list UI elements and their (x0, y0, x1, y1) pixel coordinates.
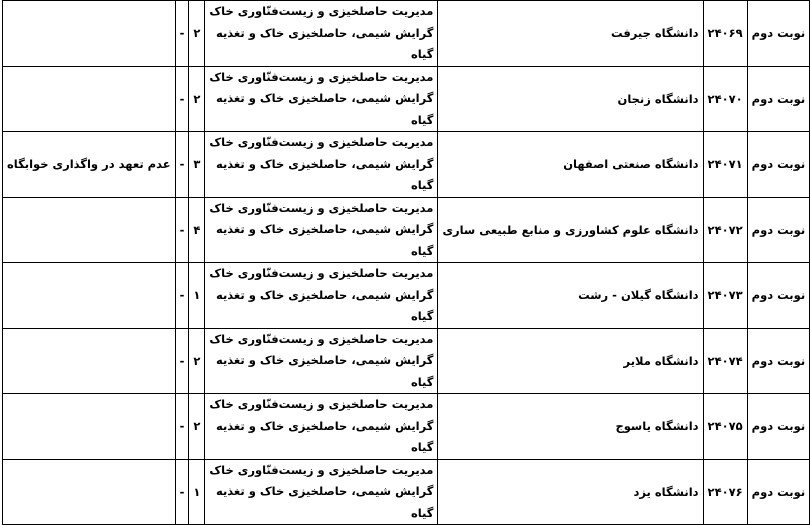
shift-cell: نوبت دوم (747, 132, 810, 198)
dash-cell: - (175, 394, 189, 460)
field-line: گرایش شیمی، حاصلخیزی خاک و تغذیه (215, 156, 434, 171)
dash-cell: - (175, 328, 189, 394)
university-cell: دانشگاه ملایر (438, 328, 703, 394)
field-line: مدیریت حاصلخیزی و زیست‌فنّاوری خاک (209, 200, 434, 215)
shift-cell: نوبت دوم (747, 394, 810, 460)
capacity-cell: ۴ (189, 197, 205, 263)
table-row (3, 328, 810, 394)
university-cell: دانشگاه صنعتی اصفهان (438, 132, 703, 198)
university-cell: دانشگاه یاسوج (438, 394, 703, 460)
note-cell (3, 328, 176, 394)
table-row (3, 1, 810, 67)
code-cell: ۲۴۰۷۵ (703, 394, 747, 460)
field-line: گرایش شیمی، حاصلخیزی خاک و تغذیه (215, 222, 434, 236)
code-cell: ۲۴۰۷۲ (703, 197, 747, 263)
field-line: مدیریت حاصلخیزی و زیست‌فنّاوری خاک (209, 135, 434, 149)
field-cell (205, 459, 438, 525)
capacity-cell: ۱ (189, 263, 205, 329)
field-line: گیاه (410, 309, 434, 323)
table-row (3, 66, 810, 132)
field-line: گیاه (410, 440, 434, 454)
note-cell (3, 1, 176, 67)
shift-cell: نوبت دوم (747, 1, 810, 67)
note-cell (3, 197, 176, 263)
field-line: مدیریت حاصلخیزی و زیست‌فنّاوری خاک (209, 69, 434, 84)
field-line: مدیریت حاصلخیزی و زیست‌فنّاوری خاک (209, 462, 434, 477)
code-cell: ۲۴۰۷۴ (703, 328, 747, 394)
shift-cell: نوبت دوم (747, 459, 810, 525)
field-line: گیاه (410, 505, 434, 520)
code-cell: ۲۴۰۷۶ (703, 459, 747, 525)
field-line: مدیریت حاصلخیزی و زیست‌فنّاوری خاک (209, 331, 434, 346)
note-cell: عدم تعهد در واگذاری خوابگاه (3, 132, 176, 198)
capacity-cell: ۲ (189, 1, 205, 67)
table-row (3, 263, 810, 329)
capacity-cell: ۳ (189, 132, 205, 198)
note-cell (3, 394, 176, 460)
field-line: گیاه (410, 374, 434, 389)
field-line: مدیریت حاصلخیزی و زیست‌فنّاوری خاک (209, 397, 434, 411)
table-row (3, 459, 810, 525)
field-line: گیاه (410, 112, 434, 127)
field-line: گرایش شیمی، حاصلخیزی خاک و تغذیه (215, 418, 434, 433)
capacity-cell: ۲ (189, 394, 205, 460)
table-row (3, 394, 810, 460)
dash-cell: - (175, 66, 189, 132)
field-line: گرایش شیمی، حاصلخیزی خاک و تغذیه (215, 287, 434, 302)
university-cell: دانشگاه علوم کشاورزی و منابع طبیعی ساری (438, 197, 703, 263)
capacity-cell: ۱ (189, 459, 205, 525)
shift-cell: نوبت دوم (747, 328, 810, 394)
university-cell: دانشگاه یزد (438, 459, 703, 525)
field-line: گرایش شیمی، حاصلخیزی خاک و تغذیه (215, 91, 434, 105)
university-cell: دانشگاه گیلان - رشت (438, 263, 703, 329)
field-line: گرایش شیمی، حاصلخیزی خاک و تغذیه (215, 25, 434, 40)
field-cell (205, 132, 438, 198)
dash-cell: - (175, 197, 189, 263)
field-cell (205, 328, 438, 394)
shift-cell: نوبت دوم (747, 197, 810, 263)
dash-cell: - (175, 1, 189, 67)
shift-cell: نوبت دوم (747, 263, 810, 329)
table-body (3, 1, 810, 525)
table-row (3, 132, 810, 198)
code-cell: ۲۴۰۷۳ (703, 263, 747, 329)
field-line: مدیریت حاصلخیزی و زیست‌فنّاوری خاک (209, 4, 434, 18)
field-line: گیاه (410, 47, 434, 61)
capacity-cell: ۲ (189, 66, 205, 132)
note-cell (3, 66, 176, 132)
admissions-table (2, 0, 810, 525)
field-line: گرایش شیمی، حاصلخیزی خاک و تغذیه (215, 484, 434, 498)
shift-cell: نوبت دوم (747, 66, 810, 132)
code-cell: ۲۴۰۶۹ (703, 1, 747, 67)
code-cell: ۲۴۰۷۰ (703, 66, 747, 132)
note-cell (3, 459, 176, 525)
note-cell (3, 263, 176, 329)
code-cell: ۲۴۰۷۱ (703, 132, 747, 198)
table-row (3, 197, 810, 263)
field-line: گیاه (410, 178, 434, 192)
university-cell: دانشگاه جیرفت (438, 1, 703, 67)
dash-cell: - (175, 459, 189, 525)
field-cell (205, 66, 438, 132)
dash-cell: - (175, 132, 189, 198)
field-cell (205, 197, 438, 263)
university-cell: دانشگاه زنجان (438, 66, 703, 132)
field-line: گرایش شیمی، حاصلخیزی خاک و تغذیه (215, 353, 434, 367)
field-cell (205, 1, 438, 67)
field-cell (205, 263, 438, 329)
field-line: مدیریت حاصلخیزی و زیست‌فنّاوری خاک (209, 266, 434, 280)
field-line: گیاه (410, 243, 434, 258)
field-cell (205, 394, 438, 460)
capacity-cell: ۲ (189, 328, 205, 394)
dash-cell: - (175, 263, 189, 329)
